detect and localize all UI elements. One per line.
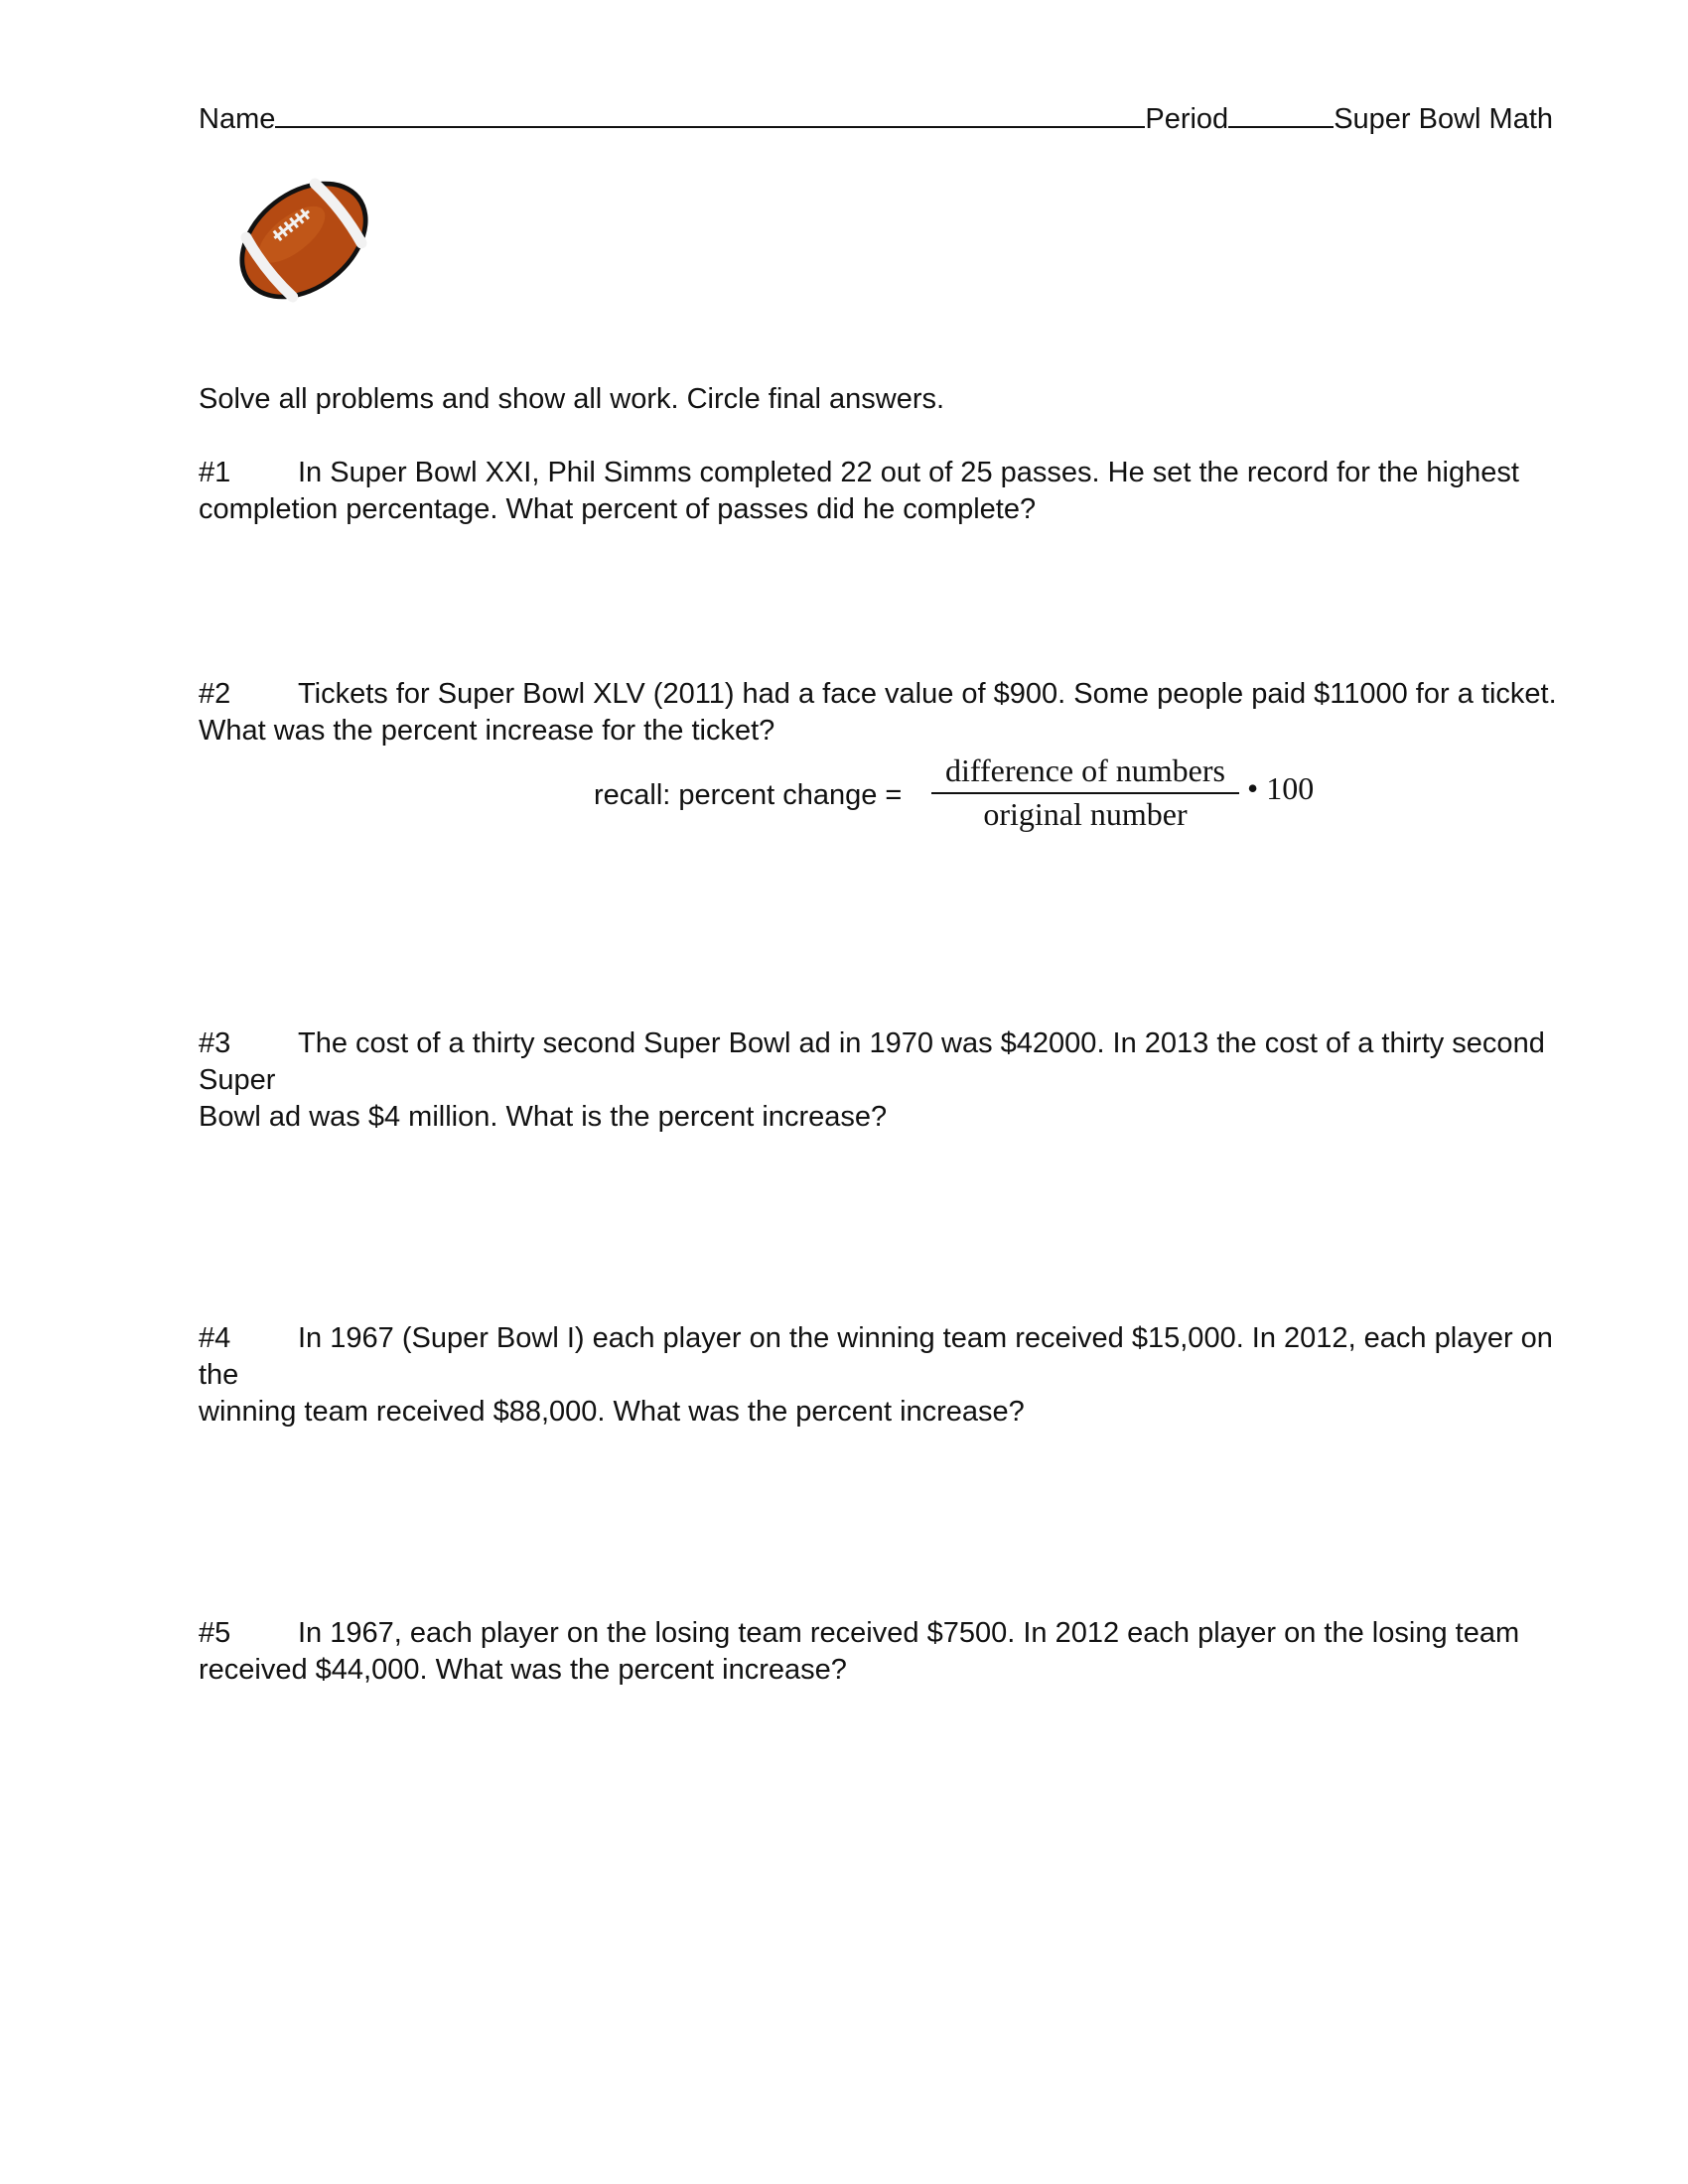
problem-text-line2: What was the percent increase for the ticket? (199, 715, 775, 747)
percent-change-formula (594, 751, 1348, 840)
problem-number: #3 (199, 1027, 231, 1059)
name-blank (275, 100, 1145, 128)
formula-numerator: difference of numbers (945, 752, 1225, 788)
name-label: Name (199, 103, 276, 135)
formula-multiplier: • 100 (1247, 770, 1315, 806)
period-blank (1228, 100, 1334, 128)
problem-number: #5 (199, 1617, 231, 1649)
problem-3 (199, 1025, 1589, 1136)
problem-text-line1: The cost of a thirty second Super Bowl ad in 1970 was $42000. In 2013 the cost of a thirty second Super (199, 1027, 1545, 1096)
problem-text-line2: winning team received $88,000. What was the percent increase? (199, 1396, 1025, 1428)
problem-5 (199, 1615, 1589, 1689)
problem-4 (199, 1320, 1589, 1431)
formula-denominator: original number (983, 796, 1188, 832)
problem-number: #1 (199, 457, 231, 488)
problem-text-line1: In 1967, each player on the losing team received $7500. In 2012 each player on the losing team (298, 1617, 1520, 1649)
problem-text-line1: Tickets for Super Bowl XLV (2011) had a face value of $900. Some people paid $11000 for a ticket. (298, 678, 1557, 710)
problem-1 (199, 455, 1589, 528)
football-icon (226, 163, 381, 318)
formula-recall-label: recall: percent change = (594, 779, 903, 811)
problem-text-line2: Bowl ad was $4 million. What is the percent increase? (199, 1101, 888, 1133)
problem-text-line1: In 1967 (Super Bowl I) each player on the winning team received $15,000. In 2012, each player on the (199, 1322, 1553, 1391)
instructions: Solve all problems and show all work. Circle final answers. (199, 383, 945, 415)
problem-text-line2: completion percentage. What percent of passes did he complete? (199, 493, 1037, 525)
header (199, 100, 1553, 138)
problem-text-line1: In Super Bowl XXI, Phil Simms completed 22 out of 25 passes. He set the record for the highest (298, 457, 1519, 488)
problem-2 (199, 676, 1589, 750)
formula-fraction (931, 751, 1239, 834)
problem-text-line2: received $44,000. What was the percent increase? (199, 1654, 847, 1686)
problem-number: #4 (199, 1322, 231, 1354)
period-label: Period (1145, 103, 1229, 135)
problem-number: #2 (199, 678, 231, 710)
worksheet-title: Super Bowl Math (1334, 103, 1554, 135)
